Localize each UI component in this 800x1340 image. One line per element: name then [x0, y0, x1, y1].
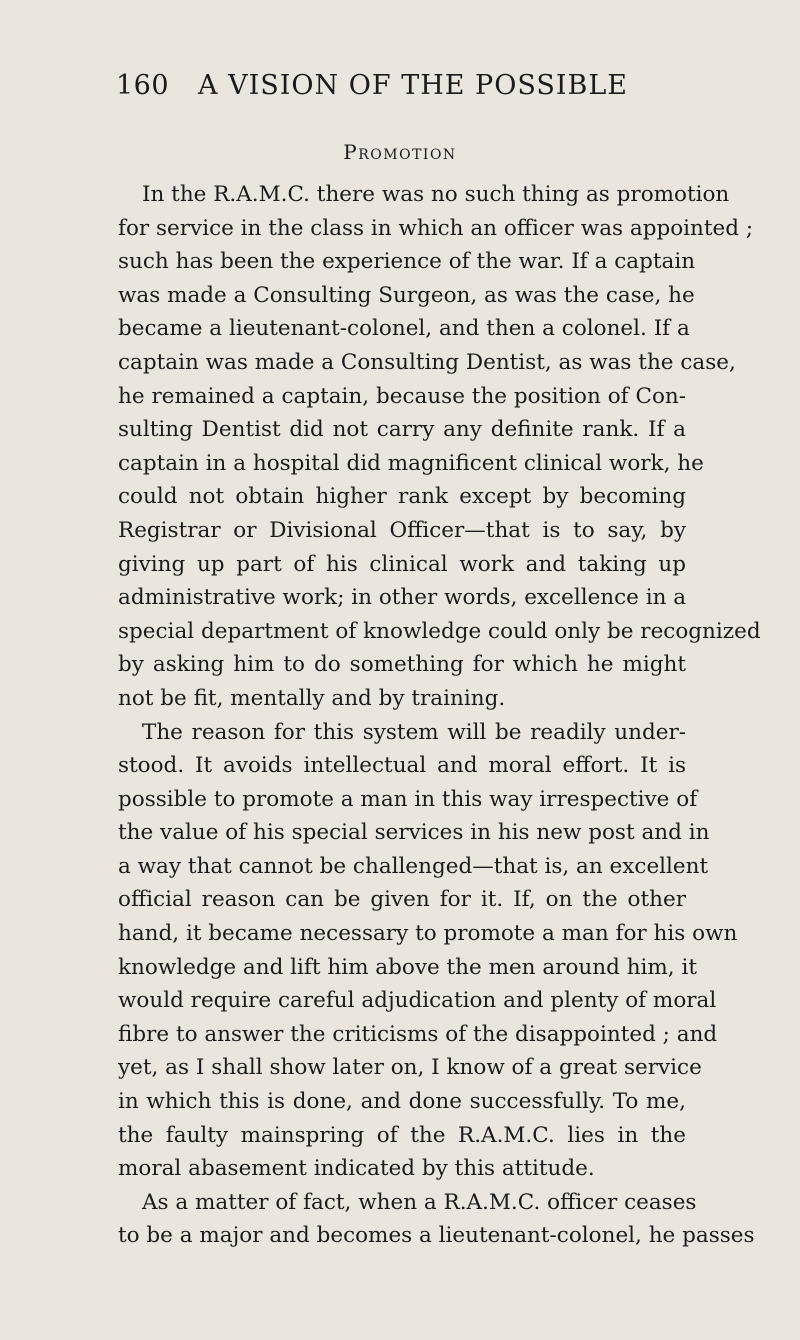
text-line: such has been the experience of the war. If a captain — [118, 249, 696, 275]
running-title: A VISION OF THE POSSIBLE — [198, 70, 629, 101]
text-line: he remained a captain, because the position of Con- — [118, 383, 686, 409]
text-line: captain in a hospital did magnificent clinical work, he — [118, 450, 704, 476]
text-line: captain was made a Consulting Dentist, as was the case, — [118, 349, 736, 375]
text-line: The reason for this system will be readily under- — [142, 719, 686, 745]
section-heading: Promotion — [343, 140, 457, 164]
text-line: would require careful adjudication and plenty of moral — [118, 988, 717, 1014]
text-line: Registrar or Divisional Officer—that is to say, by — [118, 517, 686, 543]
body-text — [118, 178, 761, 1253]
text-line: the value of his special services in his new post and in — [118, 820, 710, 846]
text-line: yet, as I shall show later on, I know of a great service — [118, 1055, 702, 1081]
text-line: not be fit, mentally and by training. — [118, 685, 506, 711]
text-line: possible to promote a man in this way irrespective of — [118, 786, 698, 812]
text-line: moral abasement indicated by this attitude. — [118, 1156, 595, 1182]
text-line: As a matter of fact, when a R.A.M.C. officer ceases — [142, 1189, 697, 1215]
text-line: by asking him to do something for which he might — [118, 652, 686, 678]
text-line: was made a Consulting Surgeon, as was the case, he — [118, 282, 695, 308]
text-line: giving up part of his clinical work and taking up — [118, 551, 686, 577]
text-line: became a lieutenant-colonel, and then a colonel. If a — [118, 316, 690, 342]
text-line: for service in the class in which an officer was appointed ; — [118, 215, 754, 241]
text-line: administrative work; in other words, excellence in a — [118, 585, 687, 611]
text-line: official reason can be given for it. If, on the other — [118, 887, 686, 913]
text-line: stood. It avoids intellectual and moral effort. It is — [118, 753, 686, 779]
page-number: 160 — [116, 70, 170, 101]
text-line: knowledge and lift him above the men around him, it — [118, 954, 697, 980]
text-line: special department of knowledge could only be recognized — [118, 618, 761, 644]
text-line: fibre to answer the criticisms of the disappointed ; and — [118, 1021, 718, 1047]
text-line: in which this is done, and done successfully. To me, — [118, 1089, 686, 1115]
text-line: hand, it became necessary to promote a man for his own — [118, 921, 738, 947]
text-line: a way that cannot be challenged—that is, an excellent — [118, 853, 709, 879]
text-line: sulting Dentist did not carry any definite rank. If a — [118, 417, 686, 443]
text-line: In the R.A.M.C. there was no such thing as promotion — [142, 182, 730, 207]
text-line: to be a major and becomes a lieutenant-colonel, he passes — [118, 1223, 755, 1249]
text-line: could not obtain higher rank except by becoming — [118, 484, 686, 510]
running-header — [0, 70, 800, 110]
text-line: the faulty mainspring of the R.A.M.C. lies in the — [118, 1122, 686, 1148]
